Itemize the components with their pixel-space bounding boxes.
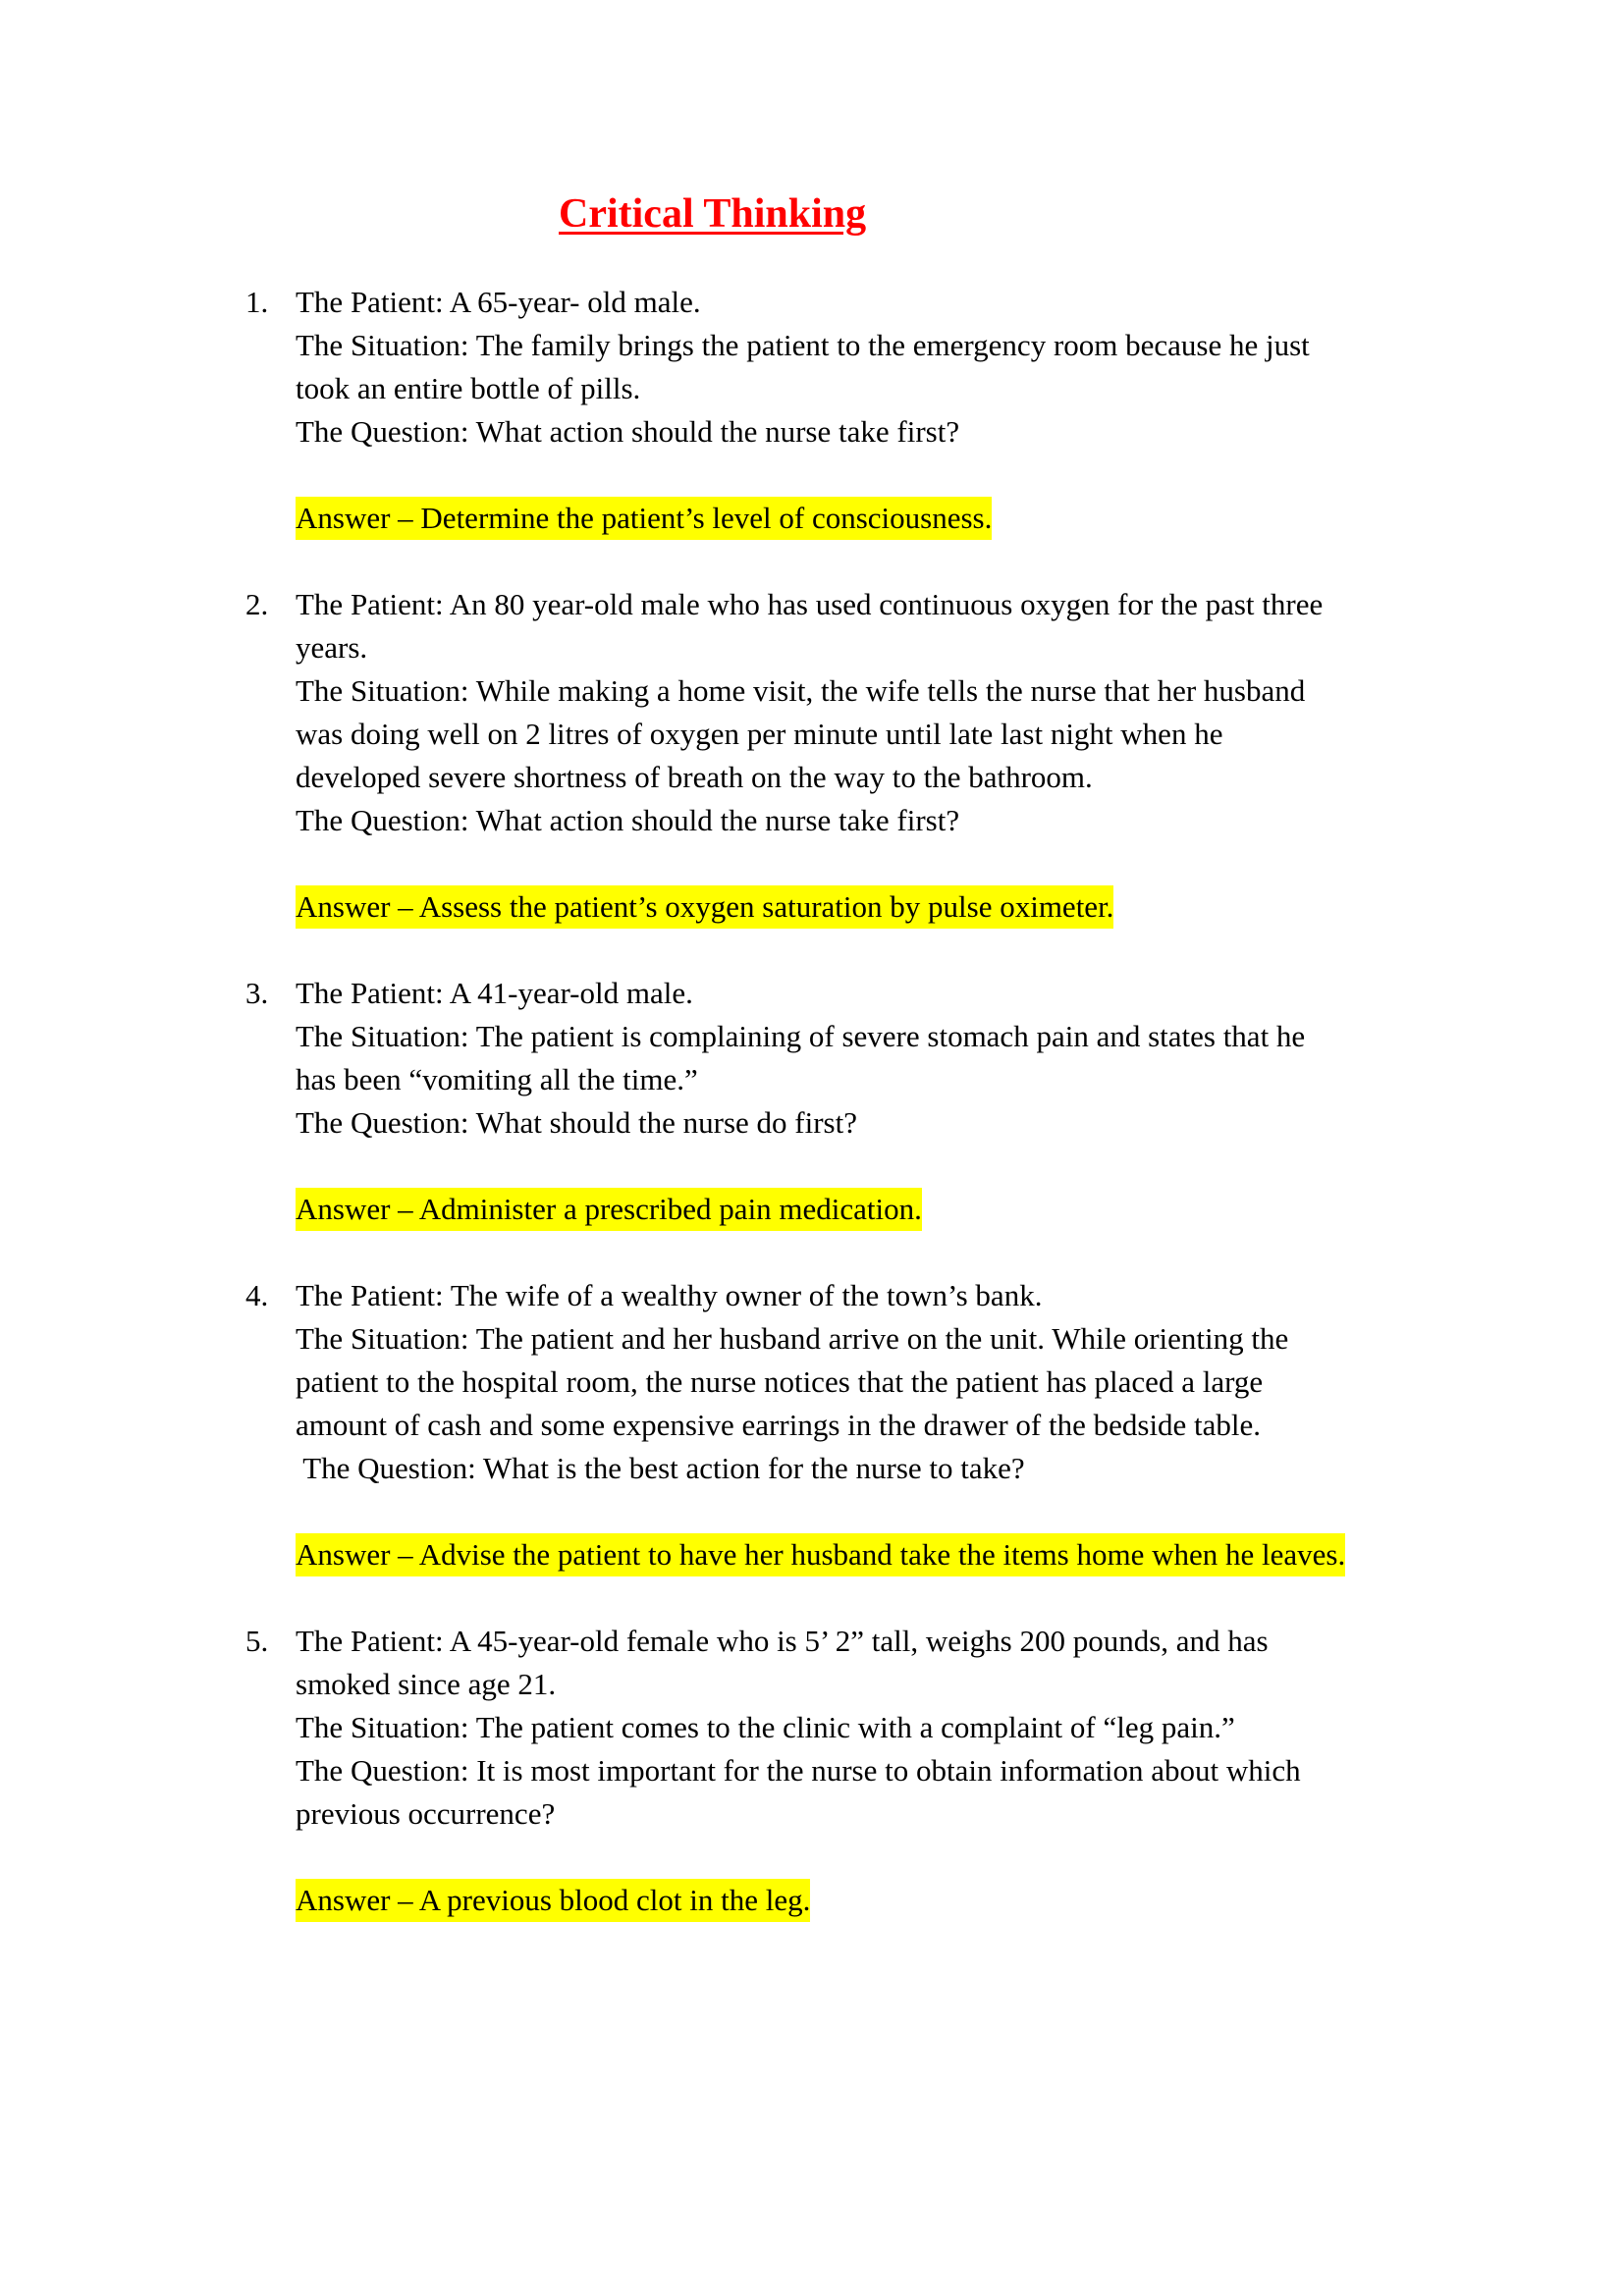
spacer [296, 1836, 1435, 1879]
answer-row [296, 885, 1435, 929]
situation-line: The Situation: The patient and her husband arrive on the unit. While orienting the [296, 1321, 1289, 1356]
question-item-5 [0, 1620, 1624, 1922]
spacer [296, 1145, 1435, 1188]
situation-line: The Situation: The patient is complaining of severe stomach pain and states that he [296, 1019, 1306, 1053]
page-title: Critical Thinking [559, 191, 867, 237]
spacer [296, 842, 1435, 885]
situation-line: developed severe shortness of breath on the way to the bathroom. [296, 760, 1093, 794]
situation-line: The Situation: While making a home visit, the wife tells the nurse that her husband [296, 673, 1306, 708]
answer-highlight: Answer – Administer a prescribed pain medication. [296, 1188, 922, 1231]
question-item-1 [0, 281, 1624, 540]
situation-line: was doing well on 2 litres of oxygen per minute until late last night when he [296, 717, 1223, 751]
situation-line: amount of cash and some expensive earrings in the drawer of the bedside table. [296, 1408, 1262, 1442]
question-item-2 [0, 583, 1624, 929]
question-number: 2. [245, 587, 269, 621]
situation-line: took an entire bottle of pills. [296, 371, 641, 405]
question-item-4 [0, 1274, 1624, 1576]
patient-line: The Patient: An 80 year-old male who has used continuous oxygen for the past three [296, 587, 1324, 621]
question-number: 5. [245, 1624, 269, 1658]
answer-row [296, 497, 1435, 540]
question-item-3 [0, 972, 1624, 1231]
patient-line: The Patient: A 41-year-old male. [296, 976, 693, 1010]
situation-line: patient to the hospital room, the nurse notices that the patient has placed a large [296, 1364, 1264, 1399]
question-list [0, 281, 1624, 1965]
question-body [296, 1274, 1435, 1576]
answer-highlight: Answer – Determine the patient’s level of consciousness. [296, 497, 992, 540]
answer-highlight: Answer – A previous blood clot in the leg. [296, 1879, 810, 1922]
question-number: 4. [245, 1278, 269, 1312]
question-body [296, 1620, 1435, 1922]
question-number: 3. [245, 976, 269, 1010]
spacer [296, 454, 1435, 497]
situation-line: has been “vomiting all the time.” [296, 1062, 698, 1096]
question-body [296, 583, 1435, 929]
question-line: previous occurrence? [296, 1796, 556, 1831]
answer-row [296, 1188, 1435, 1231]
patient-line: The Patient: A 45-year-old female who is 5’ 2” tall, weighs 200 pounds, and has [296, 1624, 1269, 1658]
answer-row [296, 1879, 1435, 1922]
answer-highlight: Answer – Assess the patient’s oxygen saturation by pulse oximeter. [296, 885, 1113, 929]
question-body [296, 972, 1435, 1231]
situation-line: The Situation: The family brings the patient to the emergency room because he just [296, 328, 1310, 362]
situation-line: The Situation: The patient comes to the clinic with a complaint of “leg pain.” [296, 1710, 1235, 1744]
question-line: The Question: What should the nurse do first? [296, 1105, 857, 1140]
question-line: The Question: What action should the nurse take first? [296, 414, 960, 449]
question-line: The Question: What is the best action for the nurse to take? [296, 1451, 1025, 1485]
spacer [296, 1490, 1435, 1533]
patient-line: smoked since age 21. [296, 1667, 557, 1701]
question-line: The Question: What action should the nurse take first? [296, 803, 960, 837]
patient-line: The Patient: The wife of a wealthy owner of the town’s bank. [296, 1278, 1043, 1312]
patient-line: The Patient: A 65-year- old male. [296, 285, 701, 319]
question-line: The Question: It is most important for the nurse to obtain information about which [296, 1753, 1301, 1788]
question-number: 1. [245, 285, 269, 319]
patient-line: years. [296, 630, 368, 665]
answer-row [296, 1533, 1435, 1576]
question-body [296, 281, 1435, 540]
answer-highlight: Answer – Advise the patient to have her husband take the items home when he leaves. [296, 1533, 1345, 1576]
